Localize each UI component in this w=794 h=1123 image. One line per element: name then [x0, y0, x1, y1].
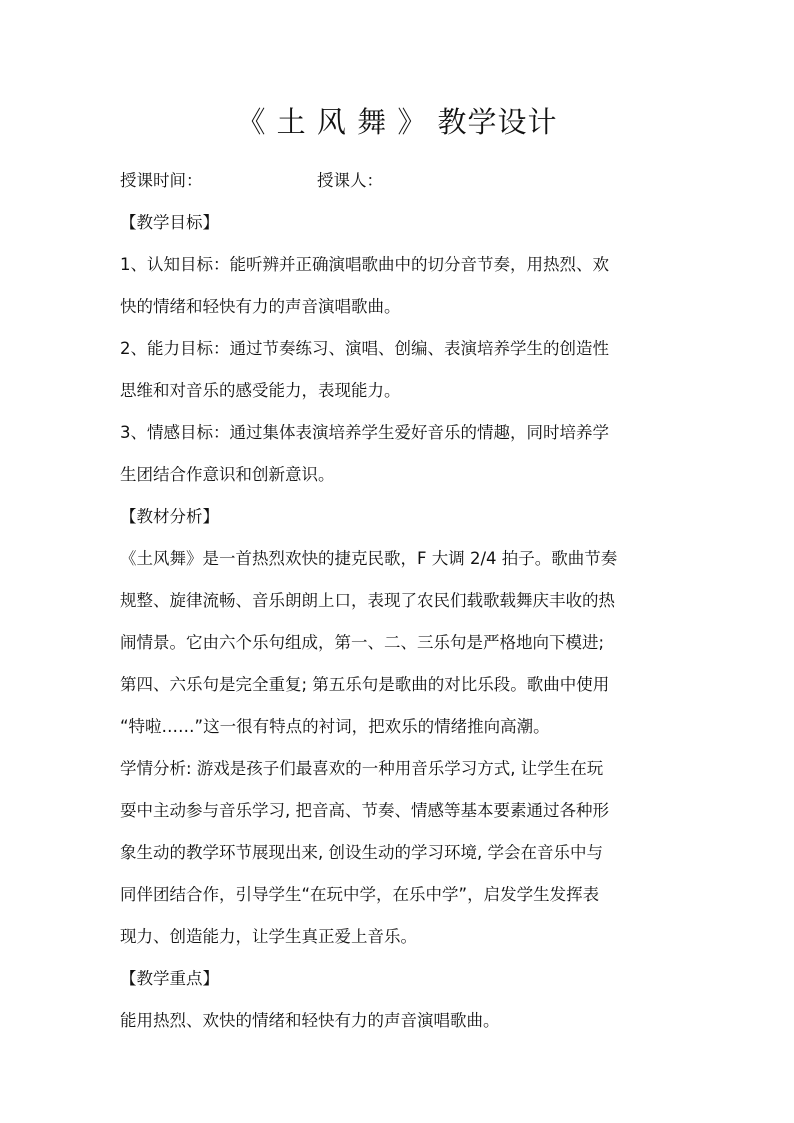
material-line-5: “特啦……”这一很有特点的衬词，把欢乐的情绪推向高潮。 [120, 717, 550, 736]
learner-analysis-line-4: 同伴团结合作，引导学生“在玩中学，在乐中学”，启发学生发挥表 [120, 885, 600, 904]
material-heading: 【教材分析】 [120, 507, 219, 526]
lesson-meta-row [120, 164, 685, 197]
objectives-heading: 【教学目标】 [120, 213, 219, 232]
material-line-4: 第四、六乐句是完全重复; 第五乐句是歌曲的对比乐段。歌曲中使用 [120, 675, 610, 694]
material-line-2: 规整、旋律流畅、音乐朗朗上口，表现了农民们载歌载舞庆丰收的热 [120, 591, 615, 610]
learner-analysis-line-5: 现力、创造能力，让学生真正爱上音乐。 [120, 927, 417, 946]
objective-1-line-2: 快的情绪和轻快有力的声音演唱歌曲。 [120, 297, 401, 316]
objective-3-line-2: 生团结合作意识和创新意识。 [120, 465, 335, 484]
learner-analysis-line-2: 耍中主动参与音乐学习, 把音高、节奏、情感等基本要素通过各种形 [120, 801, 609, 820]
learner-analysis-line-1: 学情分析: 游戏是孩子们最喜欢的一种用音乐学习方式, 让学生在玩 [120, 759, 604, 778]
document-title: 《 土 风 舞 》 教学设计 [236, 105, 558, 139]
document-body [120, 164, 685, 1037]
objective-2-line-1: 2、能力目标：通过节奏练习、演唱、创编、表演培养学生的创造性 [120, 339, 609, 358]
material-line-3: 闹情景。它由六个乐句组成，第一、二、三乐句是严格地向下模进; [120, 633, 605, 652]
focus-heading: 【教学重点】 [120, 969, 219, 988]
objective-2-line-2: 思维和对音乐的感受能力，表现能力。 [120, 381, 401, 400]
focus-line-1: 能用热烈、欢快的情绪和轻快有力的声音演唱歌曲。 [120, 1011, 500, 1030]
learner-analysis-line-3: 象生动的教学环节展现出来, 创设生动的学习环境, 学会在音乐中与 [120, 843, 603, 862]
objective-3-line-1: 3、情感目标：通过集体表演培养学生爱好音乐的情趣，同时培养学 [120, 423, 609, 442]
lesson-teacher-label: 授课人： [317, 171, 383, 190]
objective-1-line-1: 1、认知目标：能听辨并正确演唱歌曲中的切分音节奏，用热烈、欢 [120, 255, 609, 274]
lesson-time-label: 授课时间： [120, 171, 203, 190]
material-line-1: 《土风舞》是一首热烈欢快的捷克民歌，F 大调 2/4 拍子。歌曲节奏 [120, 549, 618, 568]
